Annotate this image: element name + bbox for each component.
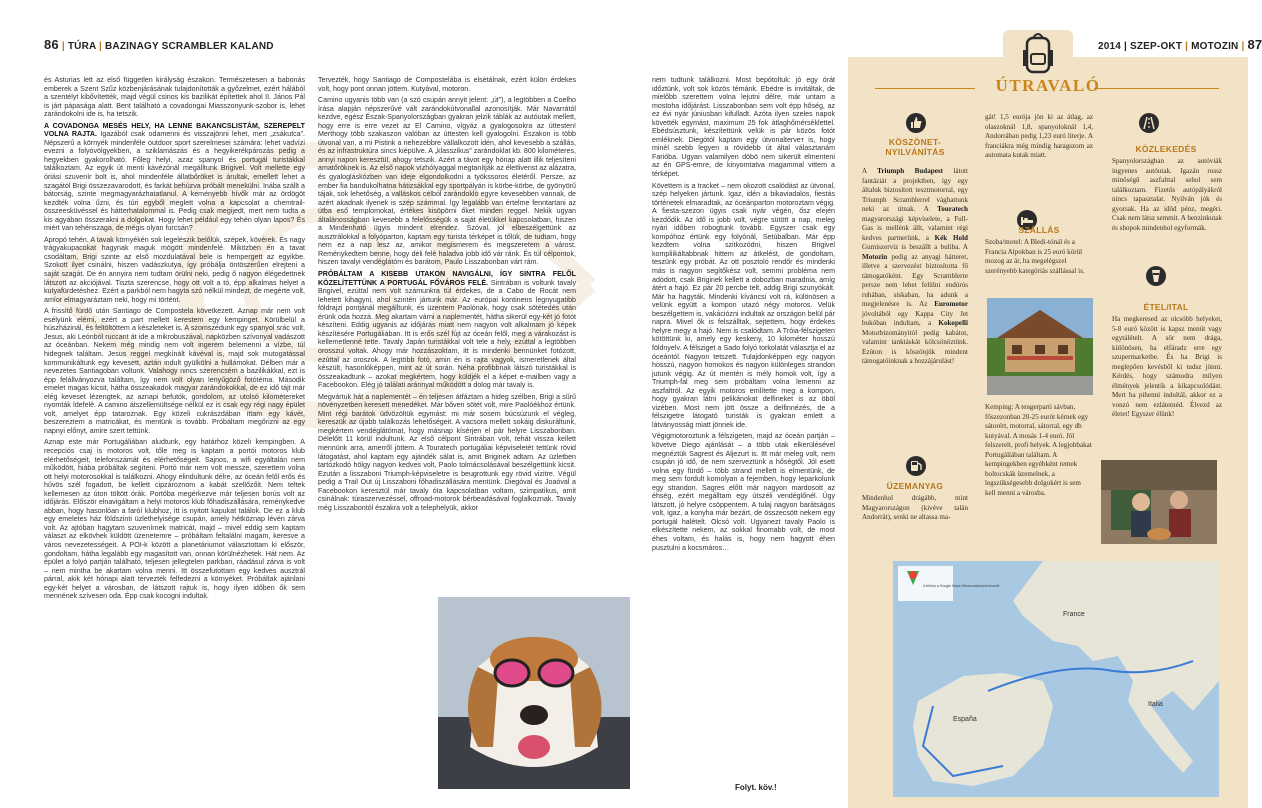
crosshead: PRÓBÁLTAM A KISEBB UTAKON NAVIGÁLNI, ÍGY SINTRA FELŐL KÖZELÍTETTÜNK A PORTUGÁL FŐVÁROS FELÉ. — [318, 270, 576, 287]
paragraph: nem tudtunk találkozni. Most bepótoltuk: jó egy órát időztünk, volt sok közös témánk. Ebédre is invitáltak, de mielőbb szerettem volna lejutni délre, már untam a mostoha időjárást. Lisszabonban sem volt épp hőség, az ez évi nyár júniusban kifulladt. Azóta ilyen szeles napok követték egymást, maximum 25 fok átlaghőmérséklettel. Ebédsúsztunk, készítettünk velük is pár közös fotót emléknek. Diegótól kaptam egy útvonalterveт is, hogy minél szebb legyen a rövidebb út által választanám Farióba. Ugyan valamilyen döbö nem sikerült elmenteni az én GPS-emre, de kinyomtatva magammal vittem a térképet. — [652, 76, 835, 179]
folio-right: 2014 | SZEP-OKT | MOTOZIN | 87 — [1098, 37, 1262, 52]
map-caption: A térkép a Google Maps felhasználásával készült. — [923, 584, 1001, 588]
transport-heading: KÖZLEKEDÉS — [1135, 144, 1197, 154]
camping-text: Kemping: A tengerparti sávban, főszezonban 20-25 eurót kérnek egy sátorért, motorral, sátorral, egy db kutyával. A mosás 1-4 euró. Jól felszerelt, profi helyek. A legjobbakat Portugáliában találtam. A kempingekben egyébként remek boltocskák üzemelnek, a legszükségesebb dolgokért is sem kell menni a városba. — [985, 403, 1092, 497]
continued-note: Folyt. köv.! — [735, 783, 777, 792]
travelers-photo — [1101, 460, 1217, 544]
dog-with-goggles-photo — [438, 597, 630, 789]
paragraph: A COVADONGA MESÉS HELY, HA LENNE BAKANCSLISTÁM, SZEREPELT VOLNA RAJTA. Igazából csak odamenni és visszajönni lehet, mert „zsákutca”. Népszerű a környék mindenféle outdoor sport szerelmesei számára: lehet vadvízi evezni a folyóvölgyekben, a sziklamászás és a hegyikerékpározás pedig a hegyekben gyakorolható. Főleg helyi, azaz spanyol és portugál turistákkal találkoztam. Az egyik út menti kávézónál megálltunk Brigivel. Volt mellette egy óriási szuvenír bolt is, ahol mindenféle állatbőröket is árultak, emellett lehet a szagától Brigi összezavarodott, és farkát behúzva próbált menekülni. Inába szállt a bátorság, szinte megmagyarázhatatlanul. A keményebb hívők már az ördögöt kezdték volna űzni, és túri egyből meglett volna a kapcsolat a chemtrail-összeesküvéssel és hátterhatalommal is. Pedig csak megijedt, mert nem tudta a kis agyában összerakni a dolgokat. Hogy lehet például egy tehén olyan lapos? És miért van tehénszaga, de mégis olyan furcsán? — [44, 121, 305, 233]
fuel-pump-icon — [906, 456, 926, 476]
paragraph: Camino ugyanis több van (a szó csupán annyit jelent: „út”), a legtöbben a Coelho írása alapján népszerűvé vált zarándokútvonallal azonosítják. Már Navarrától kezdve, egész Észak-Spanyolországban gyakran jelzik táblák az autóutak mellett, hogy erre is erre vezet az El Camino, vígyáz a gyalogosokra az úttesten! Merthogy több szakaszon valóban az úttesten kell gyalogolni. Északon is több útvonal van, a mi Pistink a nehezebbre vállalkozott idén, ahol kevesebb a szállás, és az infrastruktúra sincs kiépülve. A „klasszikus” zarándoklat kb. 800 kilométeres, annyi napon keresztül, ahogy tetszik. Azért a távot egy hónap alatt illik teljesíteni amatőröknek is. Az első napok vízhólyaggal megtanítják az életlivenst az alázatra, és gyalogláskózben van ideje elgondolkodni a työkssoros életéről. Persze, az ember fia bandukolhatna hátizsákkal egy sportpályán is körbe-körbe, de gyönyörű tájak, sok lehetőség, a valláskos célból zarándokló egyre kevesebben vannak, de azért akadnak ilyenek is szép számmal. Így legalább van értelme fenntartani az útba eső templomokat, értékes kisöpörni őket minden reggel. Nekik ugyan általánosságban kevesebb a felelősségük a saját életükkel kapcsolatban, hiszen a Mindenható ügyis mindent elrendez. Szóval, jól elbeszélgettünk az ausztrálokkal a folyóparton, kaptam egy turista térképet is tőlük, de tudtam, hogy nem ez a nap lesz az, amikor megismerem és megszeretem a várost. Reménykedtem benne, hogy déli felé haladva jobb idő vár ránk. És túl célpontok, hiszen tavalyi vendéglátóm és barátom, Paulo Lisszabonban várt rám. — [318, 96, 576, 267]
sidebar-title: ÚTRAVALÓ — [995, 76, 1101, 95]
map-label-spain: España — [953, 716, 977, 723]
fuel-heading: ÜZEMANYAG — [886, 481, 944, 491]
page-number: 86 — [44, 37, 59, 52]
paragraph: Végigmotoroztunk a félszigeten, majd az óceán partján – követve Diego ajánlását – a több utak elkerülésével megnéztük Sagrest és Aljezurt is. Itt már meleg volt, nem csupán jó idő, de nem szerveztünk a hőségtől. Jól esett volna egy fürdő – több strand mellett is elmentünk, de meg sem fordult komolyan a fejemben, hogy leparkolunk egy strandon. Sagres előtt már nagyon mardosott az éhség, ezért megálltam egy útszéli vendéglőnél. Ügy látszott, jó helyre csöppentem. A tulaj nagyon barátságos volt, igaz, a konyha már bezárt, de összecsött nekem egy portugál halételt. Olcsó volt. Ugyanezt tavaly Paolo is elkészítette nekem, az sokkal finomabb volt, de most éhes voltam, és halás is, hogy nem hagyott éhen pusztulni a kocsmáros… — [652, 432, 835, 552]
food-text: Ha megkeresed az olcsóbb helyeket, 5-8 euró között is kapsz menüt vagy egytálételt. A sör nem drága, különösen, ha elfáradz erre egy szupermarketbe. És ha Brigi is meglepően kevésből ki tudsz jönni. Kérdés, hogy számodra milyen élmények jelentik a kikapcsolódást. Mert ha pihenni indultál, akkor ez a vonzó nem ezlátetnéd. Élvezd az életet! Egyszer élünk! — [1112, 315, 1222, 418]
map-label-france: France — [1063, 611, 1085, 618]
paragraph: PRÓBÁLTAM A KISEBB UTAKON NAVIGÁLNI, ÍGY SINTRA FELŐL KÖZELÍTETTÜNK A PORTUGÁL FŐVÁROS FELÉ. Sintrában is voltunk tavaly Brigivel, ezúttal nem volt számunkra túl érdekes, de a Cabo de Rocát nem lehetett kihagyni, ahol szintén jártunk már. Az európai kontinens legnyugatibb földrajzi pontjánál megálltunk, és üzentem Paolónak, hogy csak sötétedés után érünk oda hozzá. Meg akartam várni a naplementét, hátha sikerül egy-két jó fotót készíteni. Eddig ugyanis az időjárás miatt nem nagyon volt alkalmam jó képek készítésére Portugáliában. Itt is erős szél fújt az óceán felől, meg a várakozást is kellemetlenné tette. Tavaly Japán turistákkal volt tele a hely, ezúttal a legtöbben orosszul voltak. Ahogy már hozzászoktam, itt is mindenki bennünket fotózott, ezúttal az oroszok. A legtöbb fotó, amin én is rajta vagyok, ismeretlenek által készült, hasonlóképpen, mint az út során. Néha profibbnak látszó turistákkal is összeakadtunk – azokat megkértem, hogy küldjék el a képet e-mailben vagy a Facebookon. Elég jó találati aránnyal működött a dolog már tavaly is. — [318, 270, 576, 390]
food-heading: ÉTEL/ITAL — [1143, 302, 1189, 312]
paragraph: A frissítő fürdő után Santiago de Compostela következett. Aznap már nem volt esélyünk elérni, ezért a part mellett kerestem egy kempinget. Körülbelül a húszházinál, és feltöltöttem a készleteket is. A szomszédunk egy spanyol srác volt, Jesus, aki Leónból ruccant át ide a mikrobuszával, napközben szívonyal vadászott az óceánban. Nekem még mindig nem volt ingerem belemenni a vízbe, túl hidegnek találtam. Jesus reggel megkínált kávéval is, majd sok mutogatással kommunikáltunk egy kevesett, aztán indult gyülkölni a hullámokat. Délben már a nevezetes Santiagoban voltunk. Valahogy nincs szerencsém a bazilikákkal, ezt is épp felállványozva találtam, így nem volt olyan lenyűgöző fotótéma. Második emelet magas kicsit, hátha összeakadok magyar zarándokokkal, de ez idő tájt már elég keveset lézengtek, az aznapi befutók, gondolom, az utolsó kilométereket nyomták ldefelé. A camino átszellemültsége nélkül ez is csak egy régi nagy épület volt, amelyet épp tataroznak. Egy közeli cukrászdában ittam egy kávét, beszereztem a matricákat, és mentünk is tovább. Próbáltam megőrizni az egy napnyi előnyt, amire szert tettünk. — [44, 307, 305, 435]
article-column-3 — [652, 76, 835, 781]
paragraph: Apropó tehén. A tavak környékén sok legelészik belőlük, szépek, kövérek. És nagy trágyakupacokat hagynak maguk mögött mindenfelé. Miközben én a tavat csodáltam, Brigi szinte az első mozdulatával bele is hempergett az egyikbe. Szokott ilyet csinálni, hiszen vadászkutya, így próbálja öntöszerűen elrejteni a saját szagát. De én annyira nem tudtam örülni neki, pedig ő nagyon élégedettnek látszott az akciójával. Tiszta szerencse, hogy ott volt a tó, épp alkalmas helyet a kutyafürdetéshez. Ezért a parkból nem hagyta szó nélkül mindezt, de megérte volt, amíor elmagyaráztam neki, hogy mi történt. — [44, 235, 305, 304]
paragraph: és Asturias lett az első független királyság északon. Természetesen a babonás emberek a Szent Szűz közbenjárásának tulajdonították a győzelmet, ezért hálából a szentélyt kibővítették, majd végül csinos kis bazilikát építettek ahol II. János Pál is járt pápasága alatt. Bent található a covadongai Miasszonyunk-szobor is, lehet zarándokolni ide is, ha tetszik. — [44, 76, 305, 119]
paragraph: Aznap este már Portugáliában aludtunk, egy határhoz közeli kempingben. A recepciós csaj is motoros volt, tőle meg is kaptam a portói motoros klub elérhetőségeit, telefonszámát és elérhetőségeit. Sajnos, a wifi egyáltalán nem működött, hiába próbáltak segíteni. Portó már nem volt messze, szerettem volna ott helyi motorosokkal is találkozni. Ahogy elindultunk délre, az óceán felől erős és hűvös szél fogadott, be kellett cipzároznom a kabát szellőzőit. Nem teltek kellemesen az úton töltött órák. Portóba megérkezve már teljesen borús volt az időjárás. Először elnavigáltam a helyi motoros klub főhadiszállására, reménykedve abban, hogy hasonlóan a faróí klubhoz, itt is nyitott kapukat találok. De ez a klub egy emeletes ház földszinti üzlethelyisége csupán, amely hétköznap lévén zárva volt. Az ajtóban hagytam szuvenírnek matricát, majd – mivel eddig sem kaptam választ az elkövhek küldött üzenetemre – próbáltam feltalálni magam, keresve a város nevezetességeit. A POI-k között a planetáriumot választottam ki először, gondoltam, hátha legalább egy magasított van, onnan körülnézhetek. Hát nem. Az épület a folyó partján található, teljesen jellegtelen parkban, ráadásul zárva is volt – nem mintha be akartam volna menni. Itt összefutottam egy kedves ausztrál párral, akik két hónapi alatt tervezték felfedezni a környéket. Próbáltak ajánlani egy-két helyet a városban, de látszott rajtuk is, hogy ilyen időben ők sem mennének szívesen oda. Épp csak kocogni indultak. — [44, 438, 305, 601]
guesthouse-photo — [987, 298, 1093, 395]
transport-text: Spanyolországban az autóviák ingyenes autóutak. Igazán rossz minőségű aszfalttal sehol sem találkoztam. Fizetős autópályákról nincs tapasztalat. Nyilván jók és gyorsak. Ha az időd pénz, megéri. Csak nem látsz semmit. A benzinkutak és shopok mindenhol egyformák. — [1112, 157, 1222, 232]
thanks-text: A Triumph Budapest látott fantáziát a projektben, így egy általuk biztosított tesztmotorral, egy Triumph Scramblerrel vághattunk neki az útnak. A Touratech magyarországi képviselete, a Full-Gas is mellénk állt, valamint régi kedves partnerünk, a Kék Hold Gumiszerviz is beszállt a buliba. A Motozin pedig az anyagi hátteret, illetve a szervezést biztosította fő támogatóként. Egy Scramblerre persze nem lehet felülni endúrós ruhában, siskaban, ha adunk a megjelenésre is. Az Euromotor jóvoltából egy Kappa City Jet bukóban indultam, a Kokopelli Motorbizományitól pedig kabátot, valamint tanktáskát kölcsönöztünk. Ezúton is köszönjük mindent támogatóinknak a hozzájárulást! — [862, 167, 968, 365]
fuel-text-continued: gát! 1,5 eurója jön ki az átlag, az olaszoknál 1,8, spanyoloknál 1,4, Andorrában pedig 1,23 euró literje. A franciákra még mindig haragszom az automata kutak miatt. — [985, 113, 1093, 159]
map-label-italy: Italia — [1148, 701, 1163, 708]
lodging-text: Szoba/motel: A Bledi-tónál és a Francia Alpokban is 25 euró körül mozog az ár, ha megelégszel szerényebb kategóriás szállással is. — [985, 238, 1085, 275]
paragraph: Megvártuk hát a naplementét – én teljesen átfáztam a hideg szélben, Brigi a sűrű növényzetben keresett menedéket. Már bőven sötét volt, mire Paolóékhoz értünk. Mint régi barátok üdvözöltük egymást: mi már sosem búcsúzunk el végleg, kereszük az újabb találkozás lehetőségeit. A vacsora mellett sokáig diskuráltunk, megkértem vendéglátómat, hogy másnap kísérjen el pár helyre Lisszabonban. Délelőtt 11 körül indultunk. Az első célpont Sintrában volt, tehát vissza kellett mennünk arra, amerről jöttem. A Touratech portugáliai képviseletét tettünk rövid látogatást, ahol kaptam egy ajándék sálat is, amit Briginek adtam. Az üzletben tartózkodó hölgy nagyon kedves volt, Paolo tolmácsolásával beszélgettünk kicsit. Ezután a lisszaboni Triumph-képviseletre is beugrottunk egy rövid vizitre. Végül pedig a Trail Out új Lisszaboni főhadiszállására mentünk. Diegóval és Joaóval a Facebookon keresztül már tavaly óta kapcsolatban voltam, szimpatikus, amit csinálnak: túraszervezéssel, offroad-motorok bérbeadásával foglalkoznak. Tavaly még Lisszabontól északra volt a telephelyük, akkor — [318, 392, 576, 512]
route-map — [893, 561, 1219, 797]
fuel-text: Mindenhol drágább, mint Magyarországon (kivéve talán Andorrát), senki ne altassa ma- — [862, 494, 968, 521]
paragraph: Tervezték, hogy Santiago de Compostelába is elsétálnak, ezért külön érdekes volt, hogy pont onnan jöttem. Kutyával, motoron. — [318, 76, 576, 93]
folio-issue: 2014 | SZEP-OKT — [1098, 41, 1183, 52]
crosshead: A COVADONGA MESÉS HELY, HA LENNE BAKANCSLISTÁM, SZEREPELT VOLNA RAJTA. — [44, 121, 305, 139]
folio-section: MOTOZIN — [1191, 41, 1239, 52]
thumbs-up-icon — [906, 113, 926, 133]
folio-section: TÚRA — [67, 41, 97, 52]
folio-left: 86 | TÚRA | BAZINAGY SCRAMBLER KALAND — [44, 37, 274, 52]
article-column-1 — [44, 76, 305, 786]
road-icon — [1139, 113, 1159, 133]
drink-icon — [1146, 266, 1166, 286]
folio-title: BAZINAGY SCRAMBLER KALAND — [105, 41, 274, 52]
page-number: 87 — [1247, 37, 1262, 52]
paragraph: Követtem is a tracket – nem okozott csalódást az útvonal, szép helyeken jártunk. Igaz, idén a bikaviadalos, fiestás történetek elmaradtak, az óceánparton motoroztam végig. A fiesta-szezon ügyis csak nyár végén, ősz elején kezdődik. Az idő is jobb volt, végre sütött a nap, meleg nyári időben robogtunk tovább. Egyszer csak egy kompóhoz értünk egy folyónál, Setúbalban. Már épp kezdtem volna szitkozódni, hiszen Brigivel kompliikáltabbnak hittem az átkelést, de gondoltam, teszünk egy próbát. Az ott posztoló rendőr és mindenki más is nagyon segítőkész volt, semmi probléma nem adódott, csak Briginek kellett a dobozban maradnia, amíg átért a hajó. Ez pár 20 percbe telt, addig Brigi szunyókált. Már ha hagyták. Mindenki kíváncsi volt rá, különösen a velünk együtt a kompon utazó négy motoros. Velük beszélgettem is, vakációzni indultak az országon belül pár napra. Mivel ők is felszálltak, sejtettem, hogy érdekes helyre megy a hajó. Nem is csalódtam. A Tróia-félszigeten kötöttünk ki, amely egy keskeny, 10 kilométer hosszú földnyelv. A félsziget a Sado folyó torkolatát választja el az óceántól. Nagyon tetszett. Tulajdonképpen egy nagyon hosszú, nagyon homokos és nagyon különleges strandon jutunk végig. Az út mentén is mély homok volt, így a Triumph-fal meg sem próbáltam volna lemenni az aszfaltról. Az egyik motoros említette meg a kompon, hogy gyakran látni pelikánokat delfineket is az öböl vizében. Most nem jött össze a delfinnézés, de a félszigetre látogató turisták is gyakran emlett a látványosság miatt jönnek ide. — [652, 181, 835, 429]
thanks-heading: KÖSZÖNET-NYILVÁNÍTÁS — [885, 137, 945, 157]
lodging-heading: SZÁLLÁS — [1018, 225, 1060, 235]
